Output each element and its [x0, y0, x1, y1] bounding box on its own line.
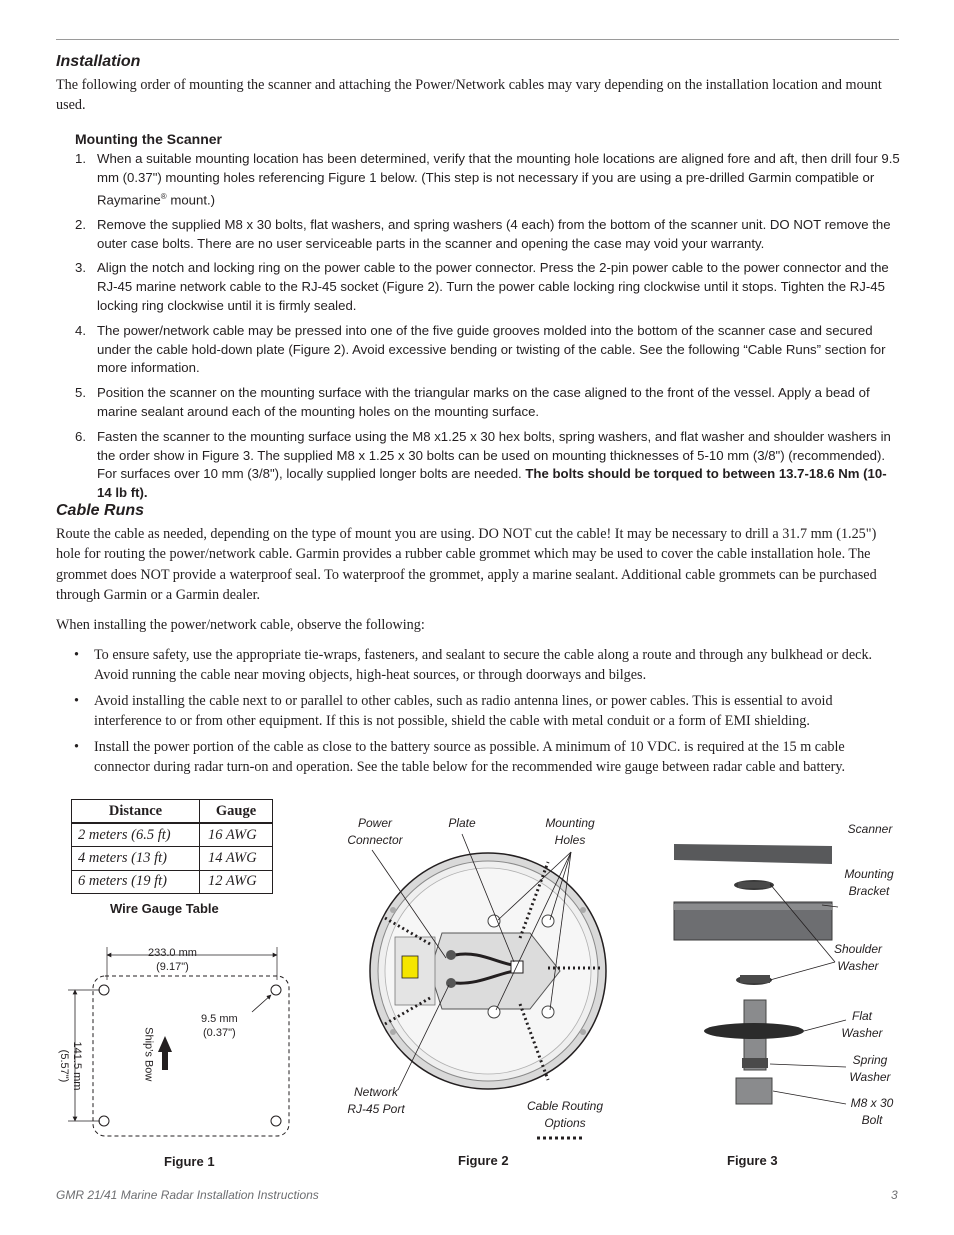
table-caption: Wire Gauge Table	[110, 901, 219, 916]
fig3-bracket-label: Mounting Bracket	[844, 867, 894, 898]
bullet-item: • Install the power portion of the cable as close to the battery source as possible. A minimum of 10 VDC. is required at the 15 m cable connector during radar turn-on and operation. See the table below for the recommended wire gauge between radar cable and battery.	[74, 737, 900, 778]
step-item: 3. Align the notch and locking ring on the power cable to the power connector. Press the 2-pin power cable to the power connector and the RJ-45 marine network cable to the RJ-45 socket (Figure 2). Turn the power cable locking ring clockwise until it stops. Tighten the RJ-45 locking ring clockwise until it is firmly sealed.	[75, 260, 889, 313]
mounting-subheading: Mounting the Scanner	[75, 131, 222, 147]
installation-heading: Installation	[56, 53, 141, 70]
installation-intro: The following order of mounting the scanner and attaching the Power/Network cables may vary depending on the installation location and mount used.	[56, 77, 882, 114]
figure3-caption: Figure 3	[727, 1153, 778, 1168]
figure1-caption: Figure 1	[164, 1154, 215, 1169]
step-item: 4. The power/network cable may be pressed into one of the five guide grooves molded into the bottom of the scanner case and secured under the cable hold-down plate (Figure 2). Avoid excessive bending or twisting of the cable. See the following “Cable Runs” section for more information.	[75, 322, 886, 376]
step-item: 6. Fasten the scanner to the mounting surface using the M8 x1.25 x 30 hex bolts, spring washers, and flat washer and shoulder washers in the order show in Figure 3. The supplied M8 x 1.25 x 30 bolts can be used on mounting thicknesses of 5-10 mm (3/8") (recommended). For surfaces over 10 mm (3/8"), locally supplied longer bolts are needed. The bolts should be torqued to between 13.7-18.6 Nm (10-14 lb ft).	[75, 428, 891, 501]
cable-runs-heading: Cable Runs	[56, 502, 145, 519]
step-item: 1. When a suitable mounting location has been determined, verify that the mounting hole locations are aligned fore and aft, then drill four 9.5 mm (0.37") mounting holes referencing Figure 1 below. (This step is not necessary if you are using a pre-drilled Garmin compatible or Raymarine® mount.)	[75, 151, 900, 207]
fig2-mounting-holes-label: Mounting Holes	[545, 816, 595, 847]
figure1-template	[68, 947, 289, 1136]
fig2-plate-label: Plate	[448, 816, 476, 830]
table-row: 2 meters (6.5 ft) 16 AWG	[72, 823, 273, 847]
table-row: 6 meters (19 ft) 12 AWG	[72, 870, 273, 894]
fig3-shoulder-label: Shoulder Washer	[833, 942, 883, 973]
col-gauge: Gauge	[200, 800, 273, 824]
col-distance: Distance	[72, 800, 200, 824]
figure2-caption: Figure 2	[458, 1153, 509, 1168]
fig2-power-connector-label: Power Connector	[347, 816, 403, 847]
bullet-item: • To ensure safety, use the appropriate tie-wraps, fasteners, and sealant to secure the cable along a route and through any bulkhead or deck. Avoid running the cable near moving objects, high-heat sources, or through doorways and bilges.	[74, 645, 900, 686]
fig3-scanner-label: Scanner	[847, 822, 893, 836]
fig2-network-label: Network RJ-45 Port	[347, 1085, 405, 1116]
bullet-item: • Avoid installing the cable next to or parallel to other cables, such as radio antenna lines, or power cables. This is essential to avoid interference to or from other equipment. If this is not possible, shield the cable with metal conduit or a form of EMI shielding.	[74, 691, 900, 732]
figure3-bolt-stack	[674, 844, 846, 1104]
fig2-cable-routing-label: Cable Routing Options	[526, 1099, 604, 1130]
cable-runs-intro: When installing the power/network cable, observe the following:	[56, 617, 425, 633]
cable-runs-para: Route the cable as needed, depending on the type of mount you are using. DO NOT cut the cable! It may be necessary to drill a 31.7 mm (1.25") hole for routing the power/network cable. Garmin provides a rubber cable grommet which may be used to cover the cable installation hole. The grommet does NOT provide a waterproof seal. To waterproof the grommet, apply a marine sealant. Additional cable grommets can be purchased through Garmin or a Garmin dealer.	[56, 526, 877, 604]
step-item: 5. Position the scanner on the mounting surface with the triangular marks on the case aligned to the front of the vessel. Apply a bead of marine sealant around each of the mounting holes on the mounting surface.	[75, 385, 870, 419]
page-number: 3	[891, 1188, 898, 1202]
fig1-bow-label: Ship’s Bow	[142, 1027, 155, 1082]
fig1-hole-label: 9.5 mm (0.37")	[201, 1013, 238, 1039]
fig3-flat-label: Flat Washer	[841, 1009, 883, 1040]
footer-title: GMR 21/41 Marine Radar Installation Instructions	[56, 1188, 319, 1202]
step-item: 2. Remove the supplied M8 x 30 bolts, flat washers, and spring washers (4 each) from the bottom of the scanner unit. DO NOT remove the outer case bolts. There are no user serviceable parts in the scanner and opening the case may void your warranty.	[75, 216, 891, 251]
fig3-spring-label: Spring Washer	[849, 1053, 891, 1084]
fig1-width-label: 233.0 mm (9.17")	[148, 947, 197, 973]
fig1-height-label: 141.5 mm (5.57")	[58, 1041, 83, 1091]
table-row: 4 meters (13 ft) 14 AWG	[72, 847, 273, 871]
fig3-bolt-label: M8 x 30 Bolt	[850, 1096, 894, 1127]
